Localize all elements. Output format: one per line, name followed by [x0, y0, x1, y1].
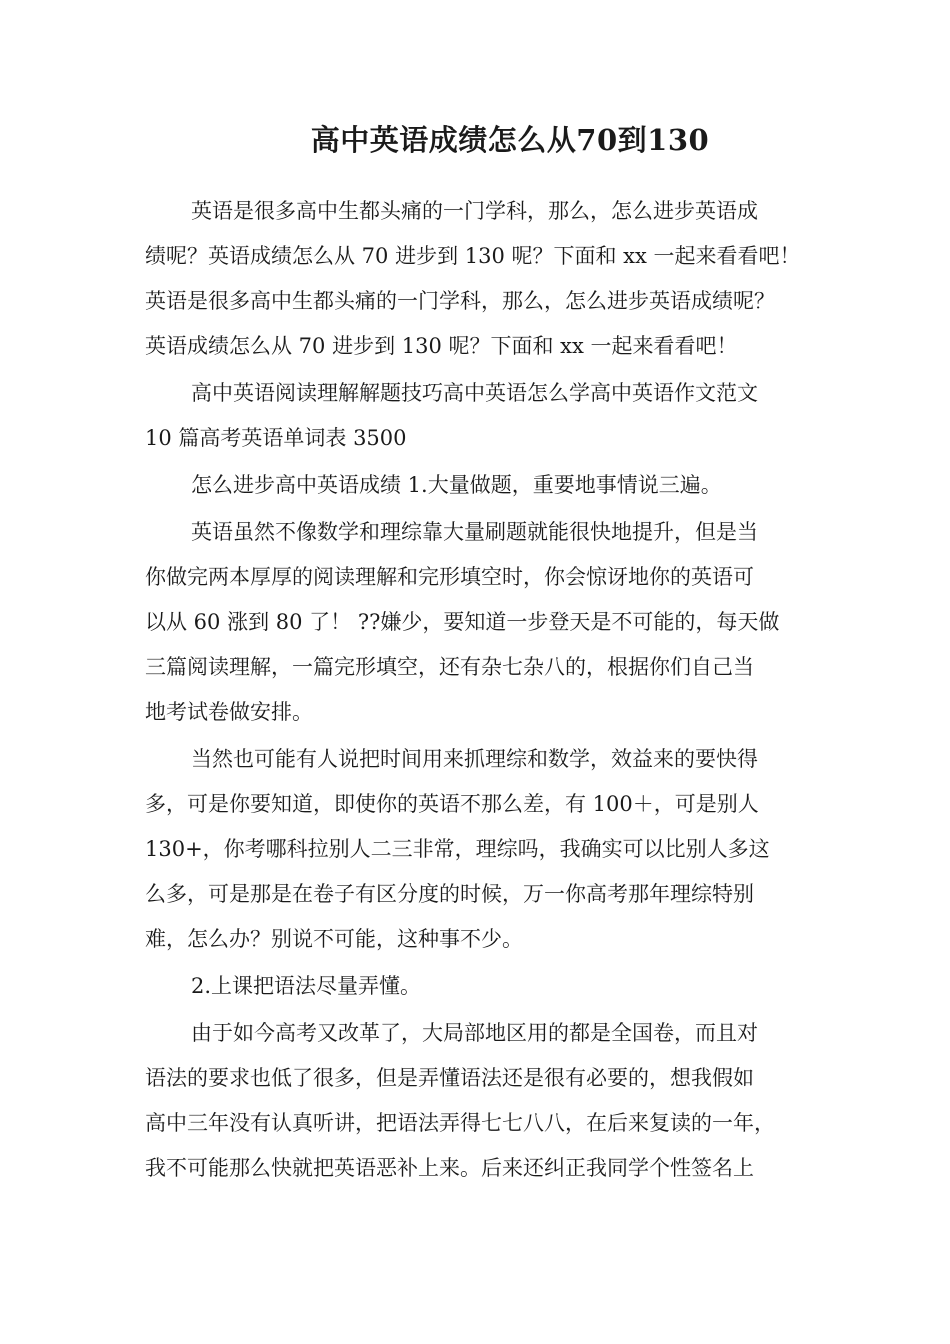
text-line: 高中英语阅读理解解题技巧高中英语怎么学高中英语作文范文: [191, 381, 758, 405]
text-line: 你做完两本厚厚的阅读理解和完形填空时，你会惊讶地你的英语可: [145, 565, 754, 589]
text-line: 语法的要求也低了很多，但是弄懂语法还是很有必要的，想我假如: [145, 1066, 754, 1090]
text-line: 英语成绩怎么从 70 进步到 130 呢？下面和 xx 一起来看看吧！: [145, 334, 738, 358]
text-line: 由于如今高考又改革了，大局部地区用的都是全国卷，而且对: [191, 1021, 758, 1045]
paragraph-efficiency: [145, 737, 815, 962]
paragraph-intro: [145, 189, 815, 369]
text-line: 绩呢？英语成绩怎么从 70 进步到 130 呢？下面和 xx 一起来看看吧！: [145, 244, 801, 268]
text-line: 10 篇高考英语单词表 3500: [145, 426, 407, 450]
document-title: 高中英语成绩怎么从70到130: [310, 123, 710, 157]
text-line: 我不可能那么快就把英语恶补上来。后来还纠正我同学个性签名上: [145, 1156, 754, 1180]
text-line: 高中三年没有认真听讲，把语法弄得七七八八，在后来复读的一年，: [145, 1111, 775, 1135]
paragraph-point-2-heading: [145, 964, 815, 1009]
paragraph-point-1-heading: [145, 463, 815, 508]
text-line: 英语虽然不像数学和理综靠大量刷题就能很快地提升，但是当: [191, 520, 758, 544]
document-body: [145, 189, 815, 1191]
paragraph-practice: [145, 510, 815, 735]
text-line: 130+，你考哪科拉别人二三非常，理综吗，我确实可以比别人多这: [145, 837, 770, 861]
text-line: 英语是很多高中生都头痛的一门学科，那么，怎么进步英语成: [191, 199, 758, 223]
text-line: 么多，可是那是在卷子有区分度的时候，万一你高考那年理综特别: [145, 882, 754, 906]
text-line: 当然也可能有人说把时间用来抓理综和数学，效益来的要快得: [191, 747, 758, 771]
text-line: 多，可是你要知道，即使你的英语不那么差，有 100＋，可是别人: [145, 792, 759, 816]
text-line: 怎么进步高中英语成绩 1.大量做题，重要地事情说三遍。: [191, 473, 722, 497]
paragraph-related-links: [145, 371, 815, 461]
text-line: 英语是很多高中生都头痛的一门学科，那么，怎么进步英语成绩呢？: [145, 289, 775, 313]
text-line: 以从 60 涨到 80 了！ ??嫌少，要知道一步登天是不可能的，每天做: [145, 610, 780, 634]
text-line: 2.上课把语法尽量弄懂。: [191, 974, 422, 998]
text-line: 三篇阅读理解，一篇完形填空，还有杂七杂八的，根据你们自己当: [145, 655, 754, 679]
paragraph-grammar: [145, 1011, 815, 1191]
text-line: 难，怎么办？别说不可能，这种事不少。: [145, 927, 523, 951]
text-line: 地考试卷做安排。: [145, 700, 313, 724]
